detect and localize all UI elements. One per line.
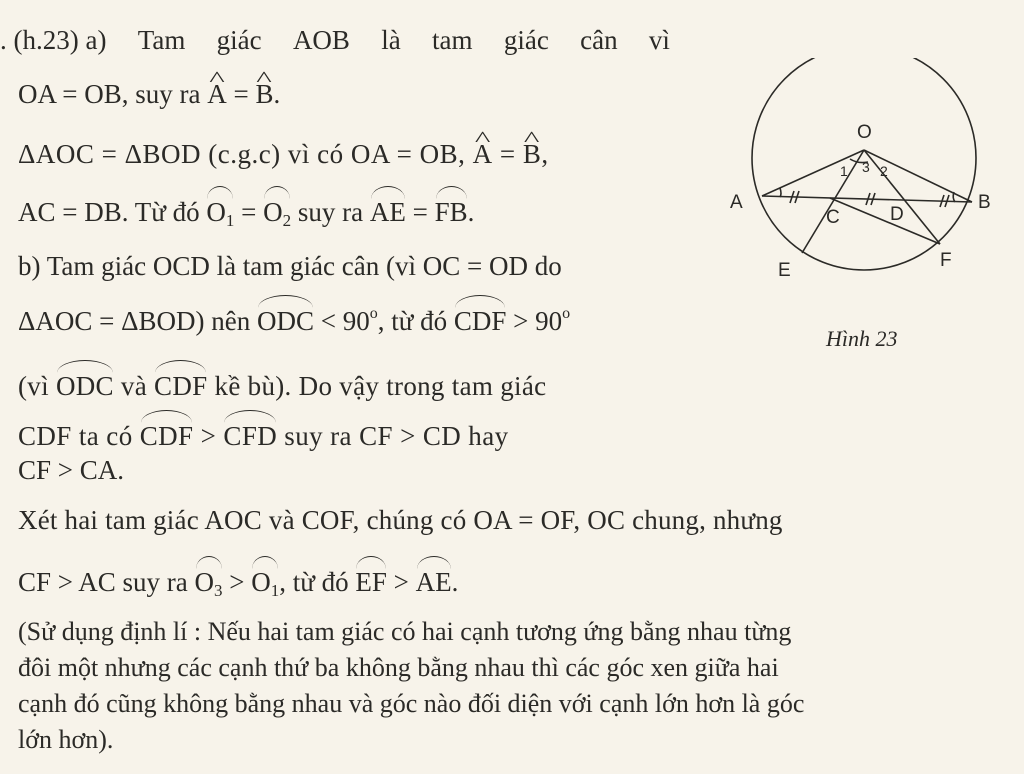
part-b-line-3: (vì ODC và CDF kề bù). Do vậy trong tam giác <box>18 364 546 402</box>
angle-odc: ODC <box>257 299 314 337</box>
label-c: C <box>826 207 840 228</box>
angle-o3: $O_3$ <box>195 560 223 607</box>
arc-ae: AE <box>370 190 406 228</box>
angle-cdf: CDF <box>454 299 507 337</box>
angle-o2: $O_2$ <box>263 190 291 237</box>
label-angle-1: 1 <box>840 163 848 179</box>
segment-cf <box>830 198 940 244</box>
arc-fb: FB <box>435 190 468 228</box>
label-angle-3: 3 <box>862 159 870 175</box>
part-c-line-1: Xét hai tam giác AOC và COF, chúng có OA = OF, OC chung, nhưng <box>18 505 783 535</box>
part-b-line-4: CDF ta có CDF > CFD suy ra CF > CD hay <box>18 414 508 452</box>
figure-caption: Hình 23 <box>826 326 898 351</box>
note-line-4: lớn hơn). <box>18 725 114 754</box>
segment-of <box>864 150 940 244</box>
angle-o1-b: $O_1$ <box>251 560 279 607</box>
label-angle-2: 2 <box>880 163 888 179</box>
circle-diagram <box>722 58 1012 298</box>
part-a-line-1: . (h.23) a) Tam giác AOB là tam giác cân vì <box>0 25 670 55</box>
angle-o1: $O_1$ <box>206 190 234 237</box>
note-line-3: cạnh đó cũng không bằng nhau và góc nào đối diện với cạnh lớn hơn là góc <box>18 689 805 718</box>
label-f: F <box>940 250 952 271</box>
label-b: B <box>978 192 991 213</box>
label-e: E <box>778 260 791 281</box>
arc-ae-b: AE <box>416 560 452 598</box>
part-a-line-2: OA = OB, suy ra ^ A = ^ B. <box>18 78 280 110</box>
label-o: O <box>857 122 872 143</box>
note-line-1: (Sử dụng định lí : Nếu hai tam giác có hai cạnh tương ứng bằng nhau từng <box>18 617 792 646</box>
part-a-line-4: AC = DB. Từ đó $O_1 = O_2$ suy ra AE = FB. <box>18 190 474 237</box>
segment-oe <box>802 150 864 253</box>
segment-oa <box>762 150 864 196</box>
part-a-line-3: ΔAOC = ΔBOD (c.g.c) vì có OA = OB, ^ A = ^ B, <box>18 138 549 170</box>
part-b-line-1: b) Tam giác OCD là tam giác cân (vì OC = OD do <box>18 251 562 281</box>
part-c-line-2: CF > AC suy ra $O_3 > O_1$, từ đó EF > AE. <box>18 560 458 607</box>
arc-ef: EF <box>355 560 387 598</box>
label-a: A <box>730 192 743 213</box>
part-b-line-2: ΔAOC = ΔBOD) nên ODC < $90^o$, từ đó CDF > $90^o$ <box>18 298 570 337</box>
label-d: D <box>890 204 904 225</box>
angle-cfd: CFD <box>223 414 277 452</box>
geometry-figure <box>722 58 1012 298</box>
angle-a: ^ A <box>207 78 227 110</box>
note-line-2: đôi một nhưng các cạnh thứ ba không bằng nhau thì các góc xen giữa hai <box>18 653 779 682</box>
part-b-line-5: CF > CA. <box>18 455 125 485</box>
angle-b: ^ B <box>255 78 273 110</box>
